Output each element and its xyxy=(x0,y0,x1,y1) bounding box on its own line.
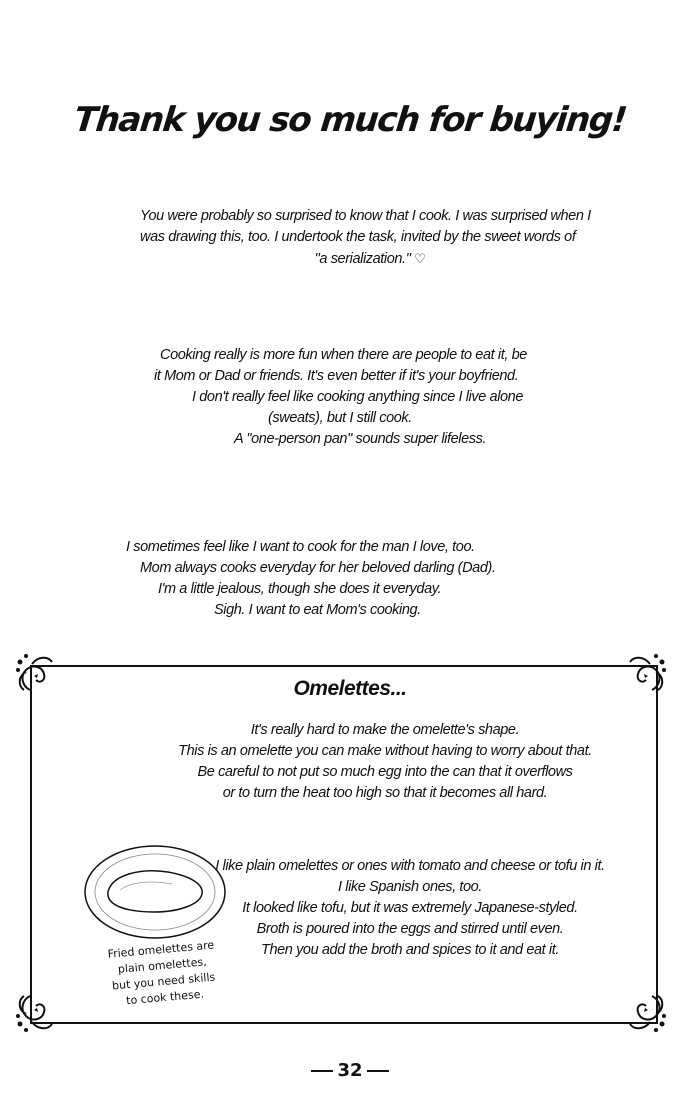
intro-line: was drawing this, too. I undertook the task, invited by the sweet words of xyxy=(140,229,576,245)
ornament-bottom-left-icon xyxy=(12,978,70,1036)
tips-line: or to turn the heat too high so that it becomes all hard. xyxy=(222,785,548,801)
page-number-dash-left xyxy=(311,1070,333,1072)
omelette-preferences-paragraph xyxy=(200,856,620,961)
cooking-line: Cooking really is more fun when there are people to eat it, be xyxy=(160,347,527,363)
mom-line: I'm a little jealous, though she does it everyday. xyxy=(158,581,442,597)
cooking-line: A "one-person pan" sounds super lifeless. xyxy=(234,431,487,447)
omelette-plate-icon xyxy=(80,842,230,942)
omelette-caption xyxy=(95,936,230,1011)
caption-line: but you need skills xyxy=(111,970,216,993)
caption-line: Fried omelettes are xyxy=(107,938,215,961)
intro-line-last xyxy=(140,248,600,270)
omelette-heading: Omelettes... xyxy=(293,677,407,700)
mom-line: I sometimes feel like I want to cook for the man I love, too. xyxy=(126,539,475,555)
mom-line: Sigh. I want to eat Mom's cooking. xyxy=(214,602,421,618)
mom-line: Mom always cooks everyday for her beloved darling (Dad). xyxy=(140,560,496,576)
cooking-paragraph xyxy=(150,345,550,450)
omelette-tips-paragraph xyxy=(150,720,620,804)
preferences-line: I like plain omelettes or ones with tomato and cheese or tofu in it. xyxy=(215,858,605,874)
ornament-bottom-right-icon xyxy=(612,978,670,1036)
tips-line: It's really hard to make the omelette's shape. xyxy=(250,722,520,738)
preferences-line: Broth is poured into the eggs and stirred until even. xyxy=(256,921,564,937)
intro-line-text: "a serialization." xyxy=(314,251,411,267)
page-number-value: 32 xyxy=(337,1060,363,1081)
caption-line: plain omelettes, xyxy=(117,955,208,976)
intro-line: You were probably so surprised to know that I cook. I was surprised when I xyxy=(140,208,591,224)
preferences-line: I like Spanish ones, too. xyxy=(338,879,482,895)
cooking-line: (sweats), but I still cook. xyxy=(268,410,412,426)
intro-paragraph xyxy=(140,206,600,270)
page-number-dash-right xyxy=(367,1070,389,1072)
preferences-line: It looked like tofu, but it was extremely Japanese-styled. xyxy=(242,900,578,916)
cooking-line: it Mom or Dad or friends. It's even better if it's your boyfriend. xyxy=(154,368,519,384)
heart-icon: ♡ xyxy=(414,251,426,266)
tips-line: This is an omelette you can make without having to worry about that. xyxy=(178,743,592,759)
cooking-line: I don't really feel like cooking anything since I live alone xyxy=(192,389,524,405)
mom-paragraph xyxy=(118,537,538,621)
caption-line: to cook these. xyxy=(125,987,205,1008)
page-number xyxy=(0,1060,700,1081)
page-title: Thank you so much for buying! xyxy=(72,100,628,140)
tips-line: Be careful to not put so much egg into the can that it overflows xyxy=(197,764,573,780)
preferences-line: Then you add the broth and spices to it and eat it. xyxy=(260,942,559,958)
